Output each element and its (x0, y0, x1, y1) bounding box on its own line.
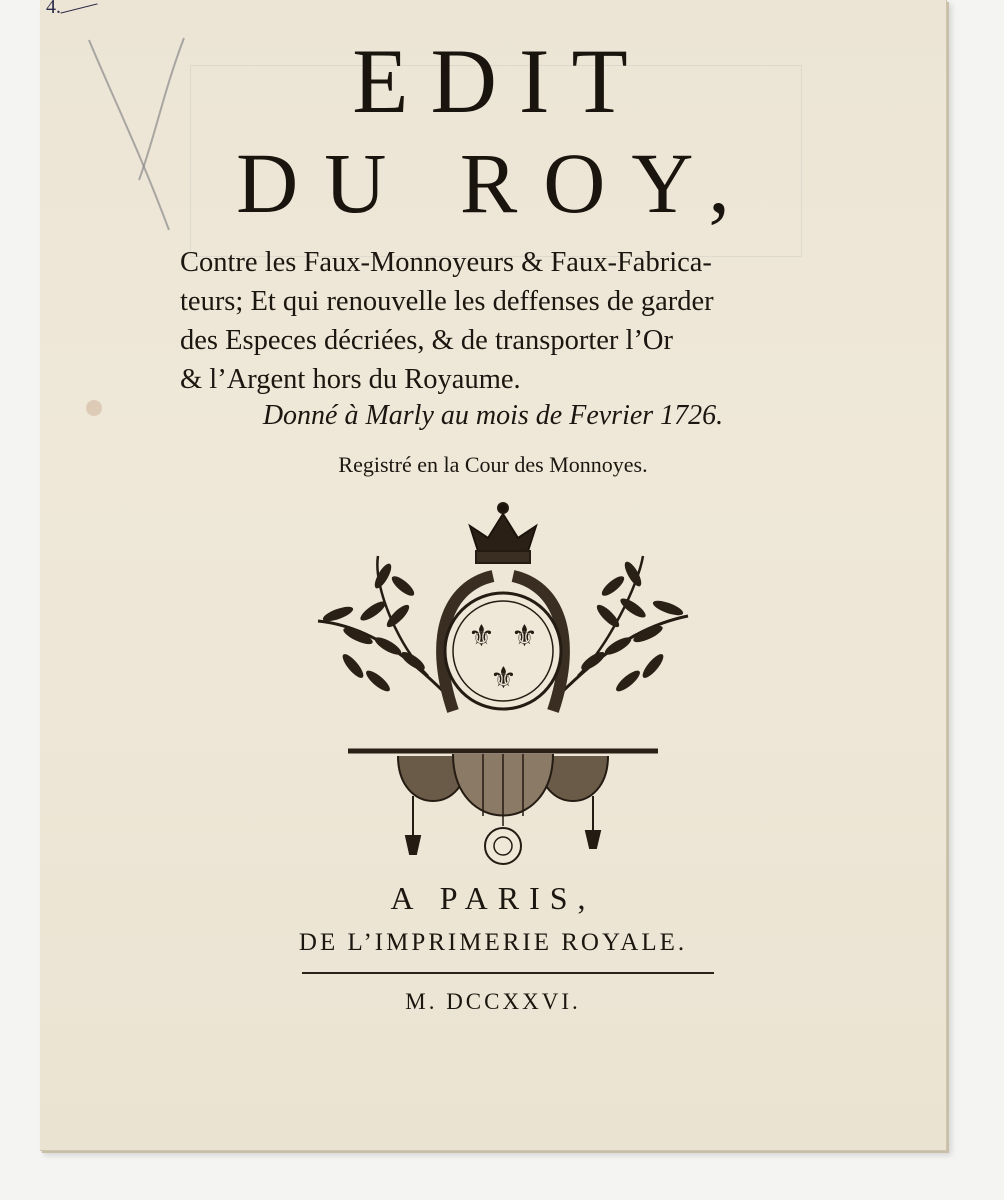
title-du-roy: DU ROY, (236, 135, 756, 231)
subtitle-line: des Especes décriées, & de transporter l’Or (180, 325, 674, 356)
publication-place: A PARIS, (390, 880, 596, 916)
date-line: Donné à Marly au mois de Fevrier 1726. (262, 400, 724, 431)
subtitle-line: Contre les Faux-Monnoyeurs & Faux-Fabrica- (180, 247, 712, 278)
registration-line: Registré en la Cour des Monnoyes. (338, 452, 648, 477)
subtitle-line: teurs; Et qui renouvelle les deffenses de garder (180, 286, 714, 317)
divider-rule (302, 972, 714, 974)
document-page (40, 0, 947, 1151)
svg-text:⚜: ⚜ (468, 619, 495, 654)
page-number-underline (60, 3, 97, 13)
title-edit: EDIT (352, 30, 650, 132)
subtitle-paragraph (180, 243, 820, 399)
royal-arms-emblem (278, 496, 728, 876)
svg-text:⚜: ⚜ (511, 619, 538, 654)
svg-text:⚜: ⚜ (490, 661, 517, 696)
printer-name: DE L’IMPRIMERIE ROYALE. (298, 929, 688, 956)
subtitle-line: & l’Argent hors du Royaume. (180, 364, 521, 395)
publication-year: M. DCCXXVI. (405, 989, 581, 1014)
page-number: 4. (46, 0, 61, 18)
